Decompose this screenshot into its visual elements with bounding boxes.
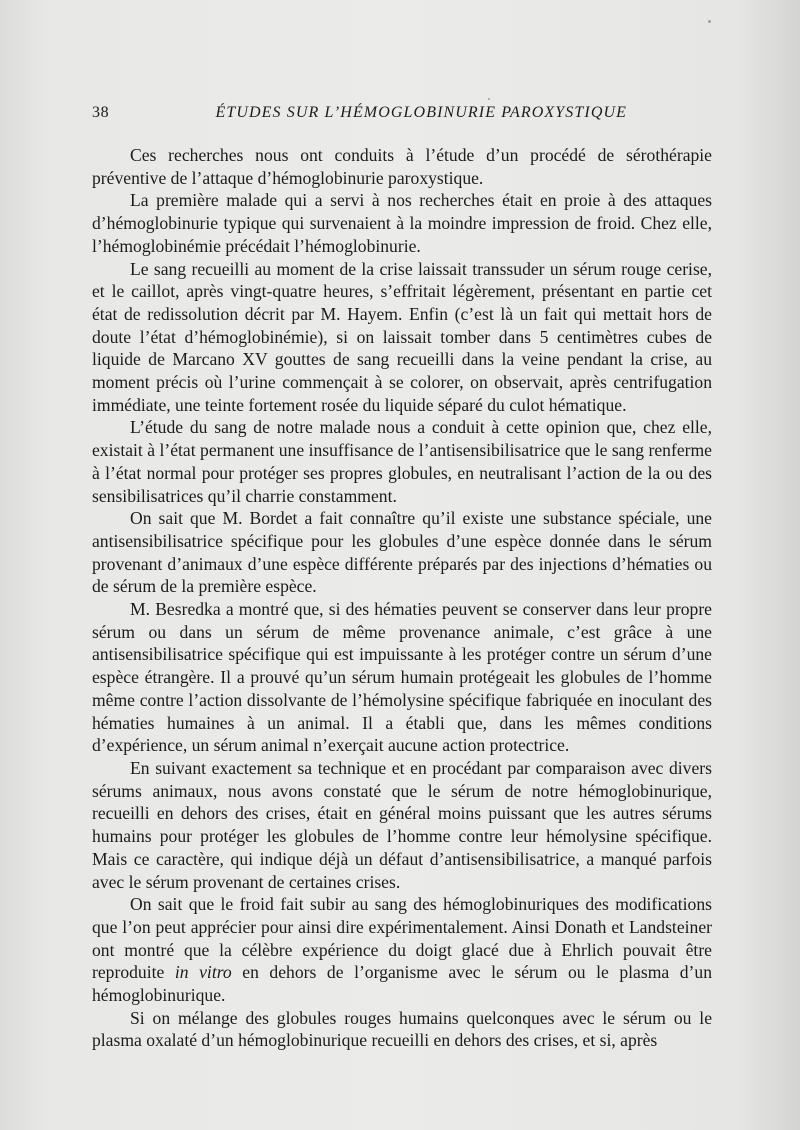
paragraph: On sait que M. Bordet a fait connaître qu’il existe une substance spéciale, une antisensibilisatrice spécifique pour les globules d’une espèce donnée dans le sérum provenant d’animaux d’une espèce différente préparés par des injections d’hématies ou de sérum de la première espèce.	[92, 508, 712, 597]
paragraph-text: On sait que le froid fait subir au sang des hémoglobinuriques des modifications que l’on peut apprécier pour ainsi dire expérimentalement. Ainsi Donath et Landsteiner ont montré que la célèbre expérience du doigt glacé due à Ehrlich pouvait être reproduite	[92, 894, 712, 983]
paragraph: Le sang recueilli au moment de la crise laissait transsuder un sérum rouge cerise, et le caillot, après vingt-quatre heures, s’effritait légèrement, présentant en partie cet état de redissolution décrit par M. Hayem. Enfin (c’est là un fait qui mettait hors de doute l’état d’hémoglobinémie), si on laissait tomber dans 5 centimètres cubes de liquide de Marcano XV gouttes de sang recueilli dans la veine pendant la crise, au moment précis où l’urine commençait à se colorer, on observait, après centrifugation immédiate, une teinte fortement rosée du liquide séparé du culot hématique.	[92, 258, 712, 415]
paragraph: En suivant exactement sa technique et en procédant par comparaison avec divers sérums animaux, nous avons constaté que le sérum de notre hémoglobinurique, recueilli en dehors des crises, était en général moins puissant que les autres sérums humains pour protéger les globules de l’homme contre leur hémolysine spécifique. Mais ce caractère, qui indique déjà un défaut d’antisensibilisatrice, a manqué parfois avec le sérum provenant de certaines crises.	[92, 757, 712, 892]
body-text	[92, 144, 712, 1052]
paragraph: Ces recherches nous ont conduits à l’étude d’un procédé de sérothérapie préventive de l’attaque d’hémoglobinurie paroxystique.	[92, 145, 712, 188]
paragraph: Si on mélange des globules rouges humains quelconques avec le sérum ou le plasma oxalaté d’un hémoglobinurique recueilli en dehors des crises, et si, après	[92, 1007, 712, 1051]
italic-phrase: in vitro	[174, 962, 232, 983]
paragraph: L’étude du sang de notre malade nous a conduit à cette opinion que, chez elle, existait à l’état permanent une insuffisance de l’antisensibilisatrice que le sang renferme à l’état normal pour protéger ses propres globules, en neutralisant l’action de la ou des sensibilisatrices qu’il charrie constamment.	[92, 417, 712, 506]
running-head	[92, 104, 627, 128]
paragraph-text: en dehors de l’organisme avec le sérum ou le plasma d’un hémoglobinurique.	[92, 962, 712, 1006]
page-number: 38	[92, 104, 110, 121]
scan-speck	[708, 20, 711, 23]
paragraph-donath	[92, 893, 712, 1007]
running-title: ÉTUDES SUR L’HÉMOGLOBINURIE PAROXYSTIQUE	[215, 104, 627, 121]
paragraph: La première malade qui a servi à nos recherches était en proie à des attaques d’hémoglobinurie typique qui survenaient à la moindre impression de froid. Chez elle, l’hémoglobinémie précédait l’hémoglobinurie.	[92, 190, 712, 256]
scan-speck	[488, 98, 490, 100]
paragraph: M. Besredka a montré que, si des hématies peuvent se conserver dans leur propre sérum ou dans un sérum de même provenance animale, c’est grâce à une antisensibilisatrice spécifique qui est impuissante à les protéger contre un sérum d’une espèce étrangère. Il a prouvé qu’un sérum humain protégeait les globules de l’homme même contre l’action dissolvante de l’hémolysine spécifique fabriquée en inoculant des hématies humaines à un animal. Il a établi que, dans les mêmes conditions d’expérience, un sérum animal n’exerçait aucune action protectrice.	[92, 599, 712, 756]
